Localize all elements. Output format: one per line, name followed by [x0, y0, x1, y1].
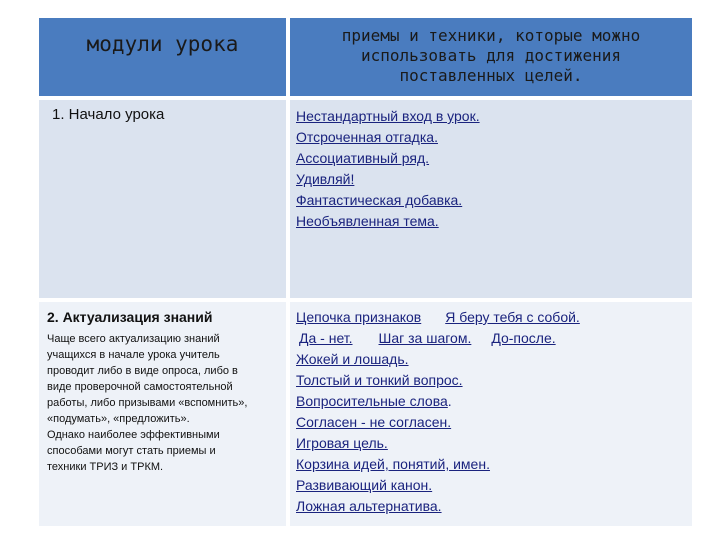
- description-line: работы, либо призывами «вспомнить»,: [47, 397, 248, 409]
- description-line: виде проверочной самостоятельной: [47, 381, 233, 393]
- technique-link[interactable]: До-после.: [491, 330, 556, 346]
- header-techniques-line: приемы и техники, которые можно: [341, 26, 641, 45]
- header-techniques-line: использовать для достижения: [360, 46, 622, 65]
- header-techniques: [290, 18, 692, 96]
- module-title: 2. Актуализация знаний: [47, 309, 213, 325]
- technique-row: [296, 391, 692, 412]
- technique-link[interactable]: Ассоциативный ряд.: [296, 150, 430, 166]
- module-description: [47, 331, 286, 475]
- technique-link[interactable]: Да - нет.: [299, 330, 353, 346]
- technique-link[interactable]: Ложная альтернатива.: [296, 498, 442, 514]
- technique-link[interactable]: Развивающий канон.: [296, 477, 433, 493]
- description-line: техники ТРИЗ и ТРКМ.: [47, 461, 164, 473]
- techniques-cell-lesson-start: [290, 100, 692, 298]
- header-techniques-line: поставленных целей.: [399, 66, 583, 85]
- technique-link[interactable]: Отсроченная отгадка.: [296, 129, 438, 145]
- technique-link[interactable]: Я беру тебя с собой.: [445, 309, 580, 325]
- technique-link[interactable]: Необъявленная тема.: [296, 213, 439, 229]
- module-cell-knowledge-update: [39, 302, 286, 526]
- technique-link[interactable]: Удивляй!: [296, 171, 355, 187]
- technique-link[interactable]: Цепочка признаков: [296, 309, 422, 325]
- description-line: Однако наиболее эффективными: [47, 429, 220, 441]
- module-title: 1. Начало урока: [52, 106, 165, 123]
- technique-link[interactable]: Согласен - не согласен.: [296, 414, 452, 430]
- technique-link[interactable]: Игровая цель.: [296, 435, 388, 451]
- techniques-cell-knowledge-update: [290, 302, 692, 526]
- header-modules: модули урока: [39, 18, 286, 96]
- technique-row: [296, 328, 692, 349]
- techniques-table: [39, 18, 692, 526]
- technique-link[interactable]: Жокей и лошадь.: [296, 351, 409, 367]
- technique-link[interactable]: Толстый и тонкий вопрос.: [296, 372, 463, 388]
- technique-link[interactable]: Шаг за шагом.: [378, 330, 472, 346]
- period-text: .: [447, 393, 452, 409]
- technique-link[interactable]: Фантастическая добавка.: [296, 192, 463, 208]
- technique-link[interactable]: Вопросительные слова: [296, 393, 448, 409]
- description-line: проводит либо в виде опроса, либо в: [47, 365, 238, 377]
- module-cell-lesson-start: [39, 100, 286, 298]
- description-line: учащихся в начале урока учитель: [47, 349, 220, 361]
- technique-link[interactable]: Корзина идей, понятий, имен.: [296, 456, 490, 472]
- description-line: способами могут стать приемы и: [47, 445, 216, 457]
- technique-link[interactable]: Нестандартный вход в урок.: [296, 108, 480, 124]
- description-line: «подумать», «предложить».: [47, 413, 190, 425]
- description-line: Чаще всего актуализацию знаний: [47, 333, 220, 345]
- technique-row: [296, 307, 692, 328]
